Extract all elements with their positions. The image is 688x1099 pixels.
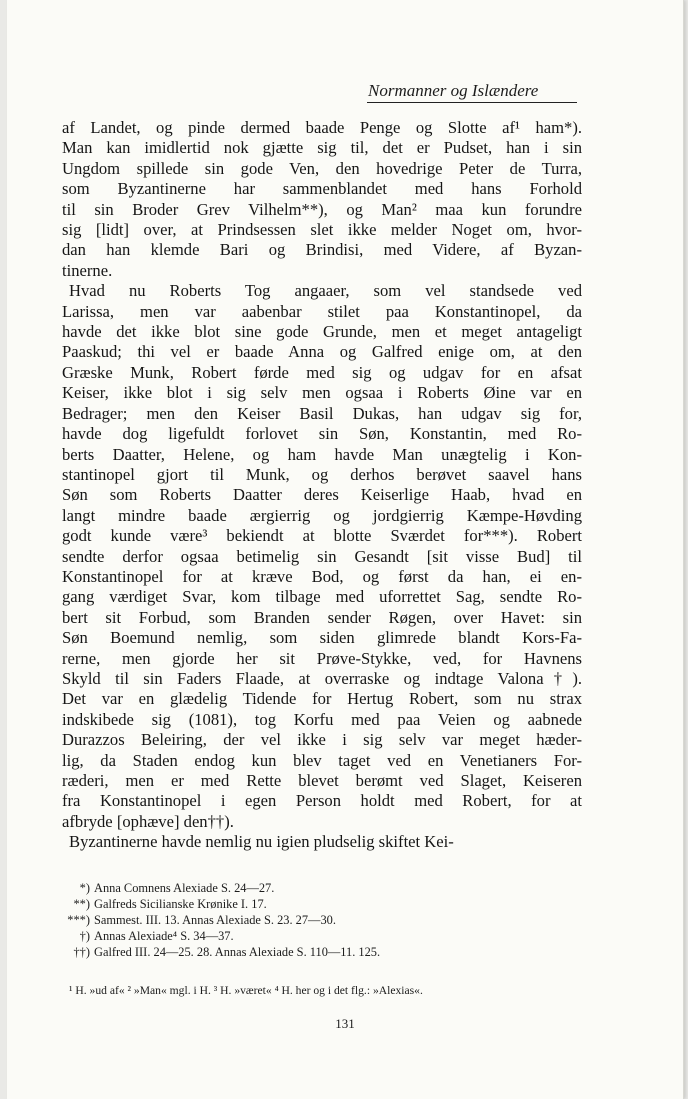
text-line: til sin Broder Grev Vilhelm**), og Man² maa kun forundre	[62, 199, 582, 219]
footnote	[62, 880, 582, 896]
running-head: Normanner og Islændere	[368, 81, 539, 100]
text-line: Man kan imidlertid nok gjætte sig til, det er Pudset, han i sin	[62, 138, 582, 158]
text-line: af Landet, og pinde dermed baade Penge og Slotte af¹ ham*).	[62, 118, 582, 137]
text-line: som Byzantinerne har sammenblandet med hans Forhold	[62, 179, 582, 199]
text-line: Søn Boemund nemlig, som siden glimrede blandt Kors-Fa-	[62, 628, 582, 648]
body-text	[62, 118, 582, 853]
page-number: 131	[335, 1016, 355, 1031]
footnote-text: Galfreds Sicilianske Krønike I. 17.	[94, 897, 267, 911]
text-line: havde dog ligefuldt forlovet sin Søn, Konstantin, med Ro-	[62, 424, 582, 444]
text-line: Durazzos Beleiring, der vel ikke i sig selv var meget hæder-	[62, 730, 582, 750]
text-line: Byzantinerne havde nemlig nu igien pludselig skiftet Kei-	[69, 832, 454, 852]
text-line: Larissa, men var aabenbar stilet paa Konstantinopel, da	[62, 301, 582, 321]
footnote-text: Annas Alexiade⁴ S. 34—37.	[94, 929, 234, 943]
footnote-text: Anna Comnens Alexiade S. 24—27.	[94, 881, 275, 895]
footnote-mark: †)	[79, 929, 90, 943]
text-line: ræderi, men er med Rette blevet berømt ved Slaget, Keiseren	[62, 771, 582, 790]
text-line: gang værdiget Svar, kom tilbage med uforrettet Sag, sendte Ro-	[62, 587, 582, 607]
text-line: afbryde [ophæve] den††).	[62, 811, 234, 831]
text-line: lig, da Staden endog kun blev taget ved en Venetianers For-	[62, 750, 582, 770]
text-line: sendte derfor ogsaa betimelig sin Gesandt [sit visse Bud] til	[62, 546, 582, 566]
footnote	[62, 912, 582, 928]
text-line: berts Daatter, Helene, og ham havde Man unægtelig i Kon-	[62, 444, 582, 464]
footnote-mark: **)	[73, 897, 90, 911]
footnote-text: Galfred III. 24—25. 28. Annas Alexiade S. 110—11. 125.	[94, 945, 381, 959]
footnote-text: Sammest. III. 13. Annas Alexiade S. 23. 27—30.	[94, 913, 336, 927]
text-line: Søn som Roberts Daatter deres Keiserlige Haab, hvad en	[62, 485, 582, 505]
text-line: Konstantinopel for at kræve Bod, og først da han, ei en-	[62, 566, 582, 586]
text-line: godt kunde være³ bekiendt at blotte Sværdet for***). Robert	[62, 526, 582, 546]
text-line: fra Konstantinopel i egen Person holdt med Robert, for at	[62, 791, 582, 811]
text-line: Skyld til sin Faders Flaade, at overraske og indtage Valona†).	[62, 668, 582, 688]
footnote-mark: *)	[79, 881, 90, 895]
text-line: Bedrager; men den Keiser Basil Dukas, han udgav sig for,	[62, 403, 582, 423]
text-line: Ungdom spillede sin gode Ven, den hovedrige Peter de Turra,	[62, 158, 582, 178]
text-line: Keiser, ikke blot i sig selv men ogsaa i Roberts Øine var en	[62, 383, 582, 403]
footnote	[62, 896, 582, 912]
text-line: Det var en glædelig Tidende for Hertug Robert, som nu strax	[62, 689, 582, 709]
text-line: bert sit Forbud, som Branden sender Røgen, over Havet: sin	[62, 607, 582, 627]
text-line: sig [lidt] over, at Prindsessen slet ikke melder Noget om, hvor-	[62, 220, 582, 240]
text-line: Hvad nu Roberts Tog angaaer, som vel standsede ved	[69, 281, 582, 301]
footnote-mark: ***)	[67, 913, 90, 927]
text-line: Paaskud; thi vel er baade Anna og Galfred enige om, at den	[62, 342, 582, 362]
text-line: tinerne.	[62, 260, 113, 280]
header-rule	[367, 102, 577, 103]
text-line: langt mindre baade ærgierrig og jordgierrig Kæmpe-Høvding	[62, 505, 582, 525]
text-line: indskibede sig (1081), tog Korfu med paa Veien og aabnede	[62, 709, 582, 729]
footnotes	[62, 880, 582, 960]
text-line: rerne, men gjorde her sit Prøve-Stykke, ved, for Havnens	[62, 648, 582, 668]
footnote	[62, 928, 582, 944]
page	[7, 0, 684, 1099]
text-line: Græske Munk, Robert førde med sig og udgav for en afsat	[62, 362, 582, 382]
text-line: dan han klemde Bari og Brindisi, med Videre, af Byzan-	[62, 240, 582, 260]
textual-apparatus: ¹ H. »ud af« ² »Man« mgl. i H. ³ H. »været« ⁴ H. her og i det flg.: »Alexias«.	[69, 984, 423, 997]
text-line: havde det ikke blot sine gode Grunde, men et meget antageligt	[62, 322, 582, 342]
footnote-mark: ††)	[73, 945, 90, 959]
text-line: stantinopel gjort til Munk, og derhos berøvet saavel hans	[62, 464, 582, 484]
footnote	[62, 944, 582, 960]
